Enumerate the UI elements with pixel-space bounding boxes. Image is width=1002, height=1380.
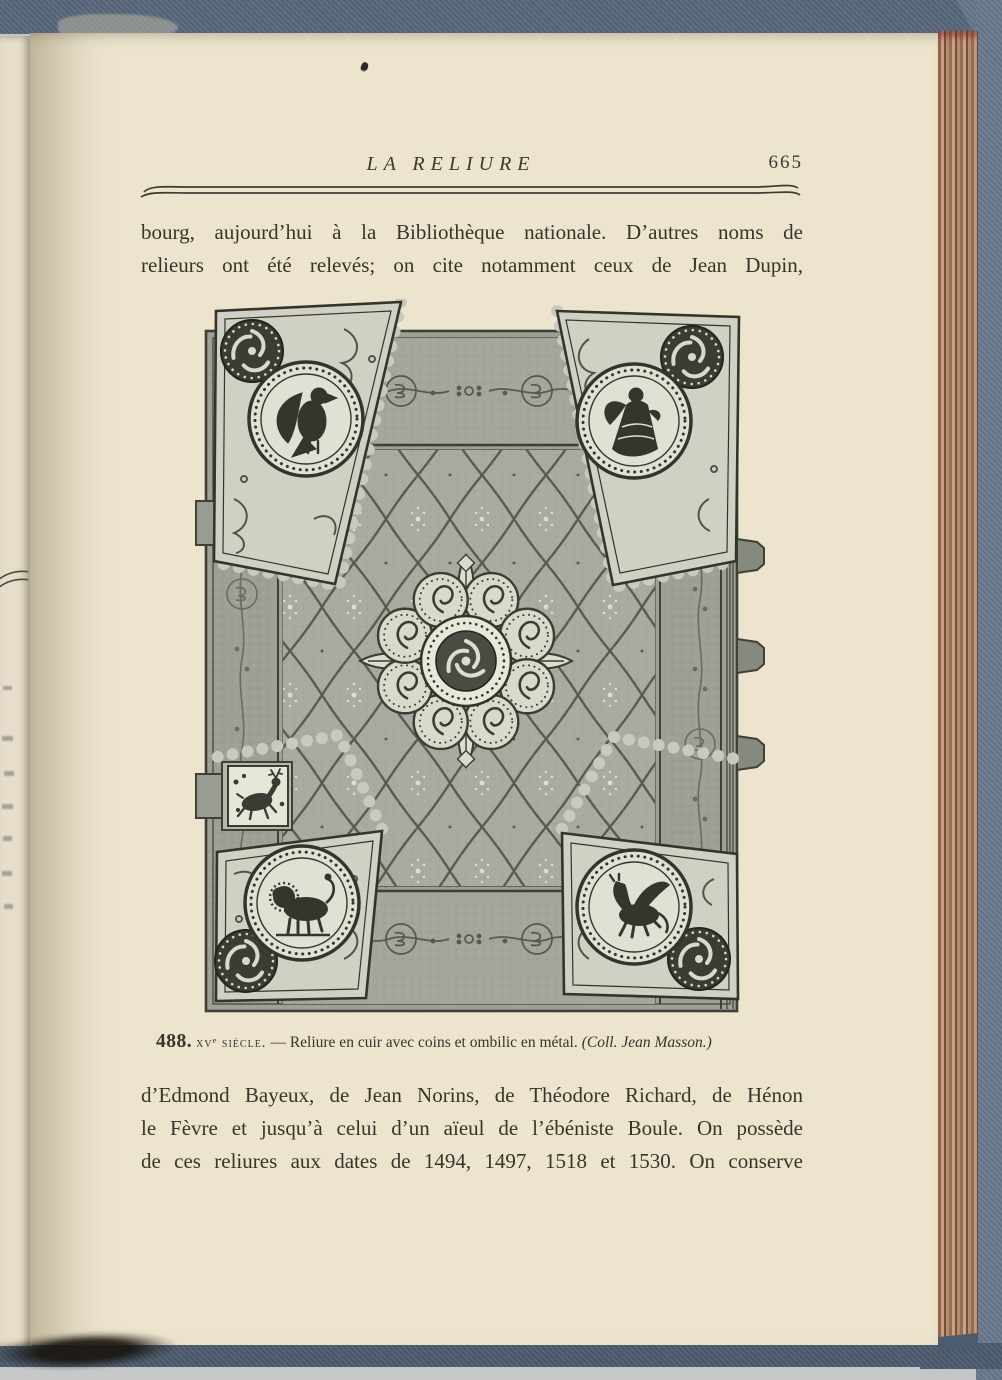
page-number: 665 (768, 152, 803, 173)
binding-engraving (194, 299, 771, 1021)
text-line: relieurs ont été relevés; on cite notamment ceux de Jean Dupin, (141, 253, 803, 277)
paragraph-top (141, 216, 803, 282)
facing-page-text-fragment (2, 736, 13, 741)
text-line: de ces reliures aux dates de 1494, 1497, 1518 et 1530. On conserve (141, 1149, 803, 1173)
figure-caption (156, 1031, 816, 1053)
pegasus-medallion (577, 850, 691, 964)
figure-engraving (194, 299, 771, 1021)
lion-medallion (245, 846, 359, 960)
text-line: le Fèvre et jusqu’à celui d’un aïeul de l’ébéniste Boule. On possède (141, 1116, 803, 1140)
facing-page-text-fragment (4, 904, 13, 909)
backdrop-strip (0, 1367, 920, 1380)
paragraph-bottom (141, 1079, 803, 1178)
angel-medallion (577, 364, 691, 478)
figure-number: 488. (156, 1031, 193, 1052)
facing-page-text-fragment (3, 836, 12, 841)
facing-page-text-fragment (2, 871, 12, 876)
facing-page-text-fragment (2, 804, 13, 809)
facing-page-edge (0, 36, 32, 1346)
facing-page-text-fragment (3, 686, 12, 690)
facing-page-text-fragment (4, 771, 14, 776)
cloth-cover-right-edge (976, 0, 1002, 1380)
ombilic-center-boss (421, 616, 511, 706)
fore-edge-pages (938, 31, 978, 1341)
header-double-rule (138, 182, 804, 200)
eagle-medallion (249, 362, 363, 476)
text-line: d’Edmond Bayeux, de Jean Norins, de Théodore Richard, de Hénon (141, 1083, 803, 1107)
spine-hinges (737, 539, 764, 770)
figure-period: xvᵉ siècle. (196, 1035, 267, 1051)
facing-page-rule-fragment (0, 564, 28, 634)
text-line: bourg, aujourd’hui à la Bibliothèque nationale. D’autres noms de (141, 220, 803, 244)
figure-collection: (Coll. Jean Masson.) (581, 1034, 712, 1051)
running-title: LA RELIURE (366, 153, 536, 175)
figure-caption-text: — Reliure en cuir avec coins et ombilic en métal. (270, 1034, 578, 1051)
